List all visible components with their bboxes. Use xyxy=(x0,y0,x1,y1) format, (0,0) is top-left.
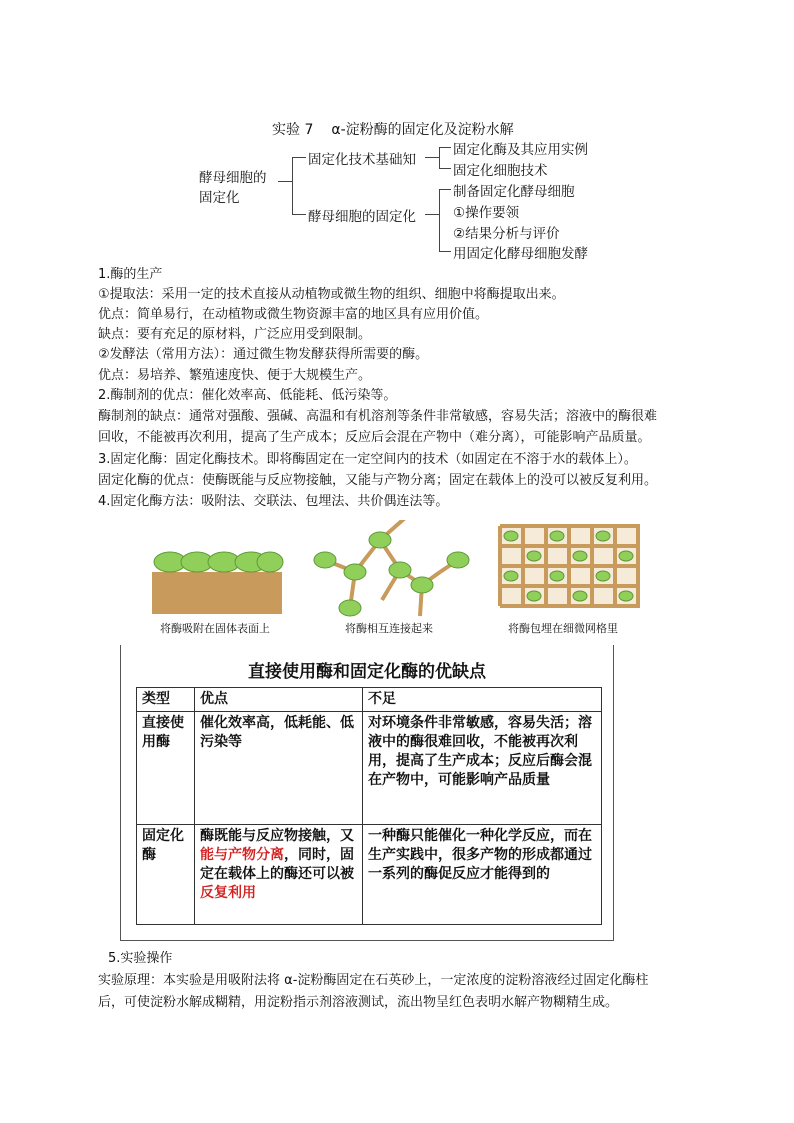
header-type: 类型 xyxy=(137,688,195,712)
tree-connector xyxy=(439,147,451,148)
paragraph: 缺点：要有充足的原材料，广泛应用受到限制。 xyxy=(98,327,372,342)
tree-connector xyxy=(425,214,439,215)
tree-item: 固定化细胞技术 xyxy=(453,163,548,179)
paragraph: 酶制剂的缺点：通常对强酸、强碱、高温和有机溶剂等条件非常敏感，容易失活；溶液中的酶很难 xyxy=(98,409,658,424)
tree-connector xyxy=(425,157,439,158)
row-type: 固定化酶 xyxy=(137,825,195,925)
tree-connector xyxy=(292,214,306,215)
figure-caption-crosslink: 将酶相互连接起来 xyxy=(345,622,433,635)
paragraph: ②发酵法（常用方法）：通过微生物发酵获得所需要的酶。 xyxy=(98,347,429,362)
paragraph: 1.酶的生产 xyxy=(98,267,163,282)
header-cons: 不足 xyxy=(363,688,602,712)
comparison-table-panel xyxy=(120,645,614,941)
tree-connector xyxy=(278,181,292,182)
experiment-number: 实验 7 xyxy=(272,122,314,138)
tree-connector xyxy=(292,157,293,214)
tree-connector xyxy=(439,189,451,190)
solid-carrier xyxy=(152,572,282,614)
enzyme xyxy=(257,552,283,572)
paragraph: ①提取法：采用一定的技术直接从动植物或微生物的组织、细胞中将酶提取出来。 xyxy=(98,287,565,302)
row-pros xyxy=(195,825,363,925)
immobilization-figure xyxy=(140,520,660,640)
paragraph: 优点：简单易行，在动植物或微生物资源丰富的地区具有应用价值。 xyxy=(98,307,489,322)
tree-connector xyxy=(292,157,306,158)
tree-item: 制备固定化酵母细胞 xyxy=(453,184,575,200)
highlight-separate: 能与产物分离 xyxy=(200,847,284,863)
paragraph: 优点：易培养、繁殖速度快、便于大规模生产。 xyxy=(98,368,372,383)
paragraph: 2.酶制剂的优点：催化效率高、低能耗、低污染等。 xyxy=(98,388,397,403)
header-pros: 优点 xyxy=(195,688,363,712)
enzyme xyxy=(344,564,366,580)
table-row xyxy=(137,712,602,825)
figure-caption-adsorption: 将酶吸附在固体表面上 xyxy=(160,622,270,635)
comparison-table xyxy=(136,687,602,925)
row-type: 直接使用酶 xyxy=(137,712,195,825)
tree-root-1: 酵母细胞的 xyxy=(199,170,267,186)
tree-root-2: 固定化 xyxy=(199,190,240,206)
row-cons: 一种酶只能催化一种化学反应，而在生产实践中，很多产物的形成都通过一系列的酶促反应才能得到的 xyxy=(363,825,602,925)
section-heading: 5.实验操作 xyxy=(108,951,173,966)
tree-item: 固定化酶及其应用实例 xyxy=(453,142,588,158)
table-row xyxy=(137,825,602,925)
enzyme xyxy=(339,600,361,616)
tree-connector xyxy=(439,251,451,252)
concept-tree xyxy=(0,0,794,270)
enzyme xyxy=(447,552,469,568)
experiment-name: α-淀粉酶的固定化及淀粉水解 xyxy=(331,122,514,138)
tree-branch-1: 固定化技术基础知 xyxy=(308,152,416,168)
paragraph: 固定化酶的优点：使酶既能与反应物接触，又能与产物分离；固定在载体上的没可以被反复利用。 xyxy=(98,473,658,488)
enzyme xyxy=(369,532,391,548)
row-cons: 对环境条件非常敏感，容易失活；溶液中的酶很难回收，不能被再次利用，提高了生产成本；反应后酶会混在产物中，可能影响产品质量 xyxy=(363,712,602,825)
pros-text: ，同时，固定在载体上的酶还可以被 xyxy=(200,847,354,882)
paragraph: 实验原理：本实验是用吸附法将 α-淀粉酶固定在石英砂上，一定浓度的淀粉溶液经过固定化酶柱 xyxy=(98,973,649,988)
tree-connector xyxy=(439,168,451,169)
row-pros: 催化效率高，低耗能、低污染等 xyxy=(195,712,363,825)
paragraph: 3.固定化酶：固定化酶技术。即将酶固定在一定空间内的技术（如固定在不溶于水的载体上）。 xyxy=(98,452,637,467)
tree-item: ②结果分析与评价 xyxy=(453,226,560,242)
table-header-row xyxy=(137,688,602,712)
enzyme xyxy=(411,577,433,593)
paragraph: 4.固定化酶方法：吸附法、交联法、包埋法、共价偶连法等。 xyxy=(98,494,449,509)
figure-caption-entrapment: 将酶包埋在细微网格里 xyxy=(508,622,618,635)
tree-item: ①操作要领 xyxy=(453,205,520,221)
highlight-reuse: 反复利用 xyxy=(200,885,256,901)
tree-branch-2: 酵母细胞的固定化 xyxy=(308,209,416,225)
table-heading: 直接使用酶和固定化酶的优缺点 xyxy=(248,662,486,682)
enzyme xyxy=(389,562,411,578)
tree-item: 用固定化酵母细胞发酵 xyxy=(453,246,588,262)
pros-text: 酶既能与反应物接触，又 xyxy=(200,828,354,844)
paragraph: 回收，不能被再次利用，提高了生产成本；反应后会混在产物中（难分离），可能影响产品质量。 xyxy=(98,430,651,445)
paragraph: 后，可使淀粉水解成糊精，用淀粉指示剂溶液测试，流出物呈红色表明水解产物糊精生成。 xyxy=(98,995,619,1010)
tree-connector xyxy=(439,189,440,251)
tree-connector xyxy=(439,147,440,168)
enzyme xyxy=(314,552,336,568)
